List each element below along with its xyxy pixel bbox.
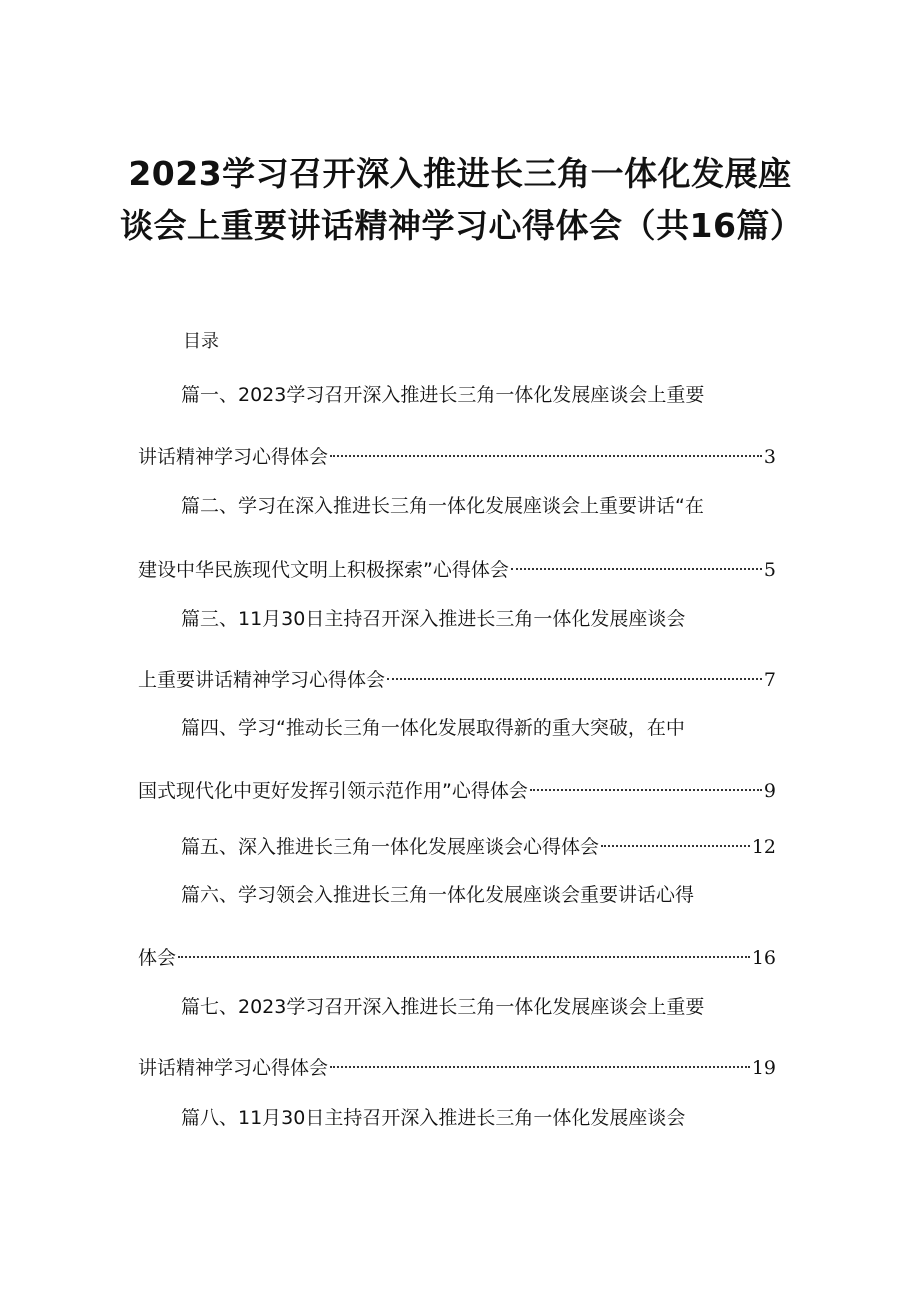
toc-entry-text: 体会 — [138, 947, 177, 969]
document-title: 2023学习召开深入推进长三角一体化发展座谈会上重要讲话精神学习心得体会（共16篇） — [120, 154, 804, 245]
toc-entry-6-line1[interactable]: 篇六、学习领会入推进长三角一体化发展座谈会重要讲话心得 — [181, 884, 695, 906]
toc-entry-3-line1[interactable]: 篇三、11月30日主持召开深入推进长三角一体化发展座谈会 — [181, 608, 686, 630]
toc-entry-1-line2[interactable] — [138, 437, 776, 470]
toc-entry-text: 讲话精神学习心得体会 — [138, 446, 329, 468]
toc-page-number: 12 — [751, 836, 776, 858]
toc-entry-4-line2[interactable] — [138, 771, 776, 804]
leader-dots — [601, 827, 750, 853]
toc-page-number: 5 — [763, 559, 776, 581]
toc-heading: 目录 — [183, 331, 219, 352]
toc-entry-7-line2[interactable] — [138, 1048, 776, 1081]
toc-entry-text: 讲话精神学习心得体会 — [138, 1057, 329, 1079]
toc-entry-text: 建设中华民族现代文明上积极探索”心得体会 — [138, 559, 509, 581]
toc-entry-text: 篇五、深入推进长三角一体化发展座谈会心得体会 — [181, 836, 600, 858]
toc-entry-text: 国式现代化中更好发挥引领示范作用”心得体会 — [138, 780, 528, 802]
toc-page-number: 7 — [763, 669, 776, 691]
leader-dots — [387, 660, 762, 686]
toc-page-number: 16 — [751, 947, 776, 969]
toc-entry-3-line2[interactable] — [138, 660, 776, 693]
toc-entry-8-line1[interactable]: 篇八、11月30日主持召开深入推进长三角一体化发展座谈会 — [181, 1107, 686, 1129]
toc-page-number: 3 — [763, 446, 776, 468]
toc-entry-2-line1[interactable]: 篇二、学习在深入推进长三角一体化发展座谈会上重要讲话“在 — [181, 495, 704, 517]
toc-entry-text: 上重要讲话精神学习心得体会 — [138, 669, 386, 691]
leader-dots — [530, 771, 762, 797]
toc-entry-5[interactable] — [181, 827, 776, 860]
toc-entry-6-line2[interactable] — [138, 938, 776, 971]
toc-entry-4-line1[interactable]: 篇四、学习“推动长三角一体化发展取得新的重大突破，在中 — [181, 717, 685, 739]
leader-dots — [330, 437, 762, 463]
toc-entry-2-line2[interactable] — [138, 550, 776, 583]
toc-page-number: 9 — [763, 780, 776, 802]
leader-dots — [511, 550, 762, 576]
leader-dots — [178, 938, 750, 964]
leader-dots — [330, 1048, 750, 1074]
toc-entry-7-line1[interactable]: 篇七、2023学习召开深入推进长三角一体化发展座谈会上重要 — [181, 996, 705, 1018]
toc-page-number: 19 — [751, 1057, 776, 1079]
toc-entry-1-line1[interactable]: 篇一、2023学习召开深入推进长三角一体化发展座谈会上重要 — [181, 384, 705, 406]
